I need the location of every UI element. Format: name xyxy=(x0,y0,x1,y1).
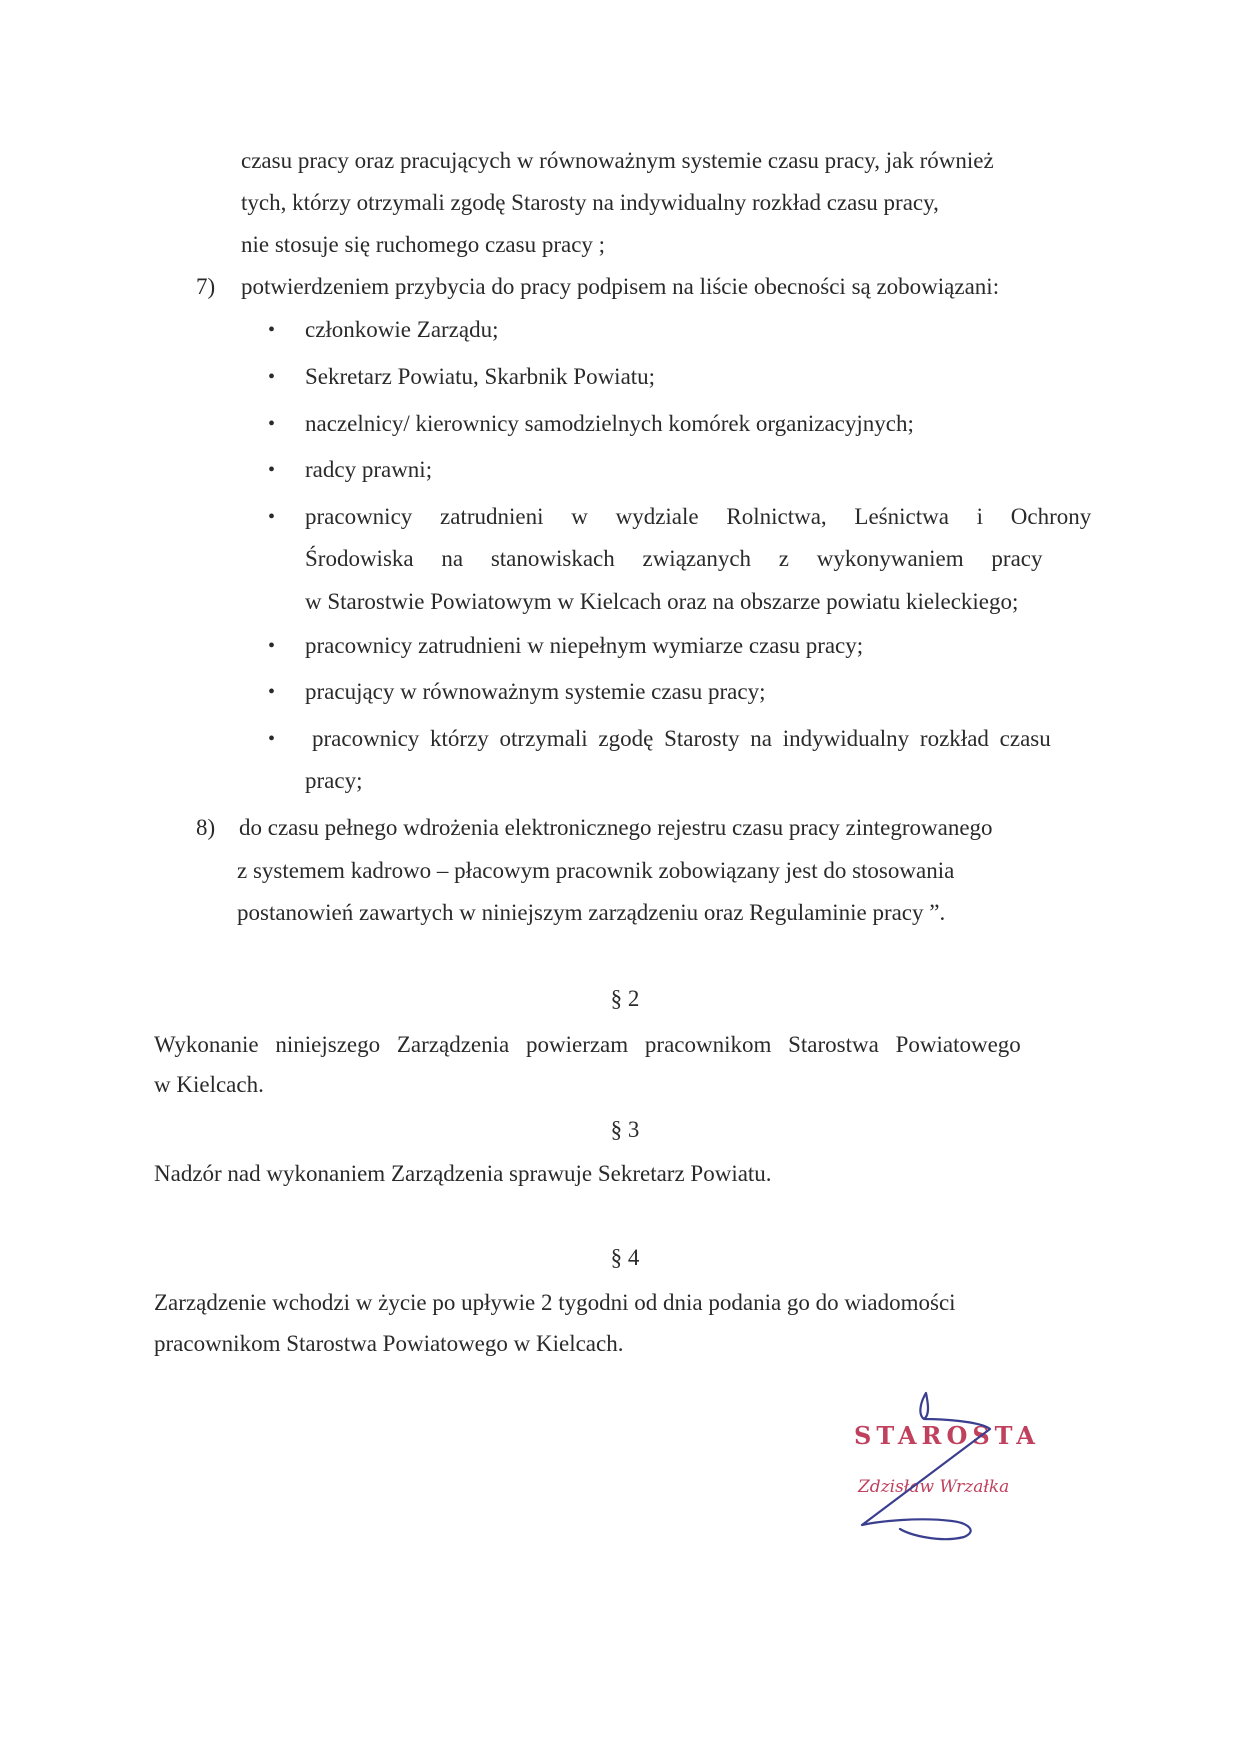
bullet-marker: • xyxy=(268,635,276,657)
item-7-text: potwierdzeniem przybycia do pracy podpisem na liście obecności są zobowiązani: xyxy=(241,274,1000,299)
bullet-marker: • xyxy=(268,459,276,481)
stamp-name: Zdzisław Wrzałka xyxy=(858,1477,1010,1497)
section-4-line-1: Zarządzenie wchodzi w życie po upływie 2 tygodni od dnia podania go do wiadomości xyxy=(154,1290,956,1315)
bullet-marker: • xyxy=(268,681,276,703)
section-4-line-2: pracownikom Starostwa Powiatowego w Kielcach. xyxy=(154,1331,624,1356)
continuation-line-2: tych, którzy otrzymali zgodę Starosty na indywidualny rozkład czasu pracy, xyxy=(241,190,939,215)
bullet-item: pracownicy którzy otrzymali zgodę Starosty na indywidualny rozkład czasu xyxy=(312,726,1051,751)
bullet-marker: • xyxy=(268,506,276,528)
bullet-item: Sekretarz Powiatu, Skarbnik Powiatu; xyxy=(305,364,656,389)
bullet-item: pracujący w równoważnym systemie czasu pracy; xyxy=(305,679,766,704)
section-2-line-1: Wykonanie niniejszego Zarządzenia powierzam pracownikom Starostwa Powiatowego xyxy=(154,1032,1021,1057)
bullet-item-continuation: Środowiska na stanowiskach związanych z wykonywaniem pracy xyxy=(305,546,1043,571)
bullet-item: pracownicy zatrudnieni w wydziale Rolnictwa, Leśnictwa i Ochrony xyxy=(305,504,1092,529)
item-8-line-3: postanowień zawartych w niniejszym zarządzeniu oraz Regulaminie pracy ”. xyxy=(237,900,946,925)
item-8-number: 8) xyxy=(196,815,216,840)
item-8-line-2: z systemem kadrowo – płacowym pracownik zobowiązany jest do stosowania xyxy=(237,858,955,883)
stamp-title: STAROSTA xyxy=(854,1421,1040,1450)
item-8-line-1: do czasu pełnego wdrożenia elektronicznego rejestru czasu pracy zintegrowanego xyxy=(239,815,993,840)
starosta-stamp xyxy=(840,1385,1070,1545)
bullet-marker: • xyxy=(268,413,276,435)
item-7-number: 7) xyxy=(196,274,216,299)
section-2-heading: § 2 xyxy=(610,986,640,1011)
continuation-line-1: czasu pracy oraz pracujących w równoważnym systemie czasu pracy, jak również xyxy=(241,148,994,173)
section-4-heading: § 4 xyxy=(610,1245,640,1270)
bullet-item-continuation: w Starostwie Powiatowym w Kielcach oraz na obszarze powiatu kieleckiego; xyxy=(305,589,1019,614)
bullet-item: członkowie Zarządu; xyxy=(305,317,499,342)
bullet-item-continuation: pracy; xyxy=(305,768,363,793)
bullet-item: pracownicy zatrudnieni w niepełnym wymiarze czasu pracy; xyxy=(305,633,864,658)
bullet-marker: • xyxy=(268,728,276,750)
bullet-item: naczelnicy/ kierownicy samodzielnych komórek organizacyjnych; xyxy=(305,411,914,436)
section-2-line-2: w Kielcach. xyxy=(154,1072,264,1097)
continuation-line-3: nie stosuje się ruchomego czasu pracy ; xyxy=(241,232,606,257)
section-3-line-1: Nadzór nad wykonaniem Zarządzenia sprawuje Sekretarz Powiatu. xyxy=(154,1161,772,1186)
section-3-heading: § 3 xyxy=(610,1117,640,1142)
bullet-marker: • xyxy=(268,366,276,388)
bullet-item: radcy prawni; xyxy=(305,457,433,482)
bullet-marker: • xyxy=(268,319,276,341)
signature-icon xyxy=(840,1385,1070,1545)
